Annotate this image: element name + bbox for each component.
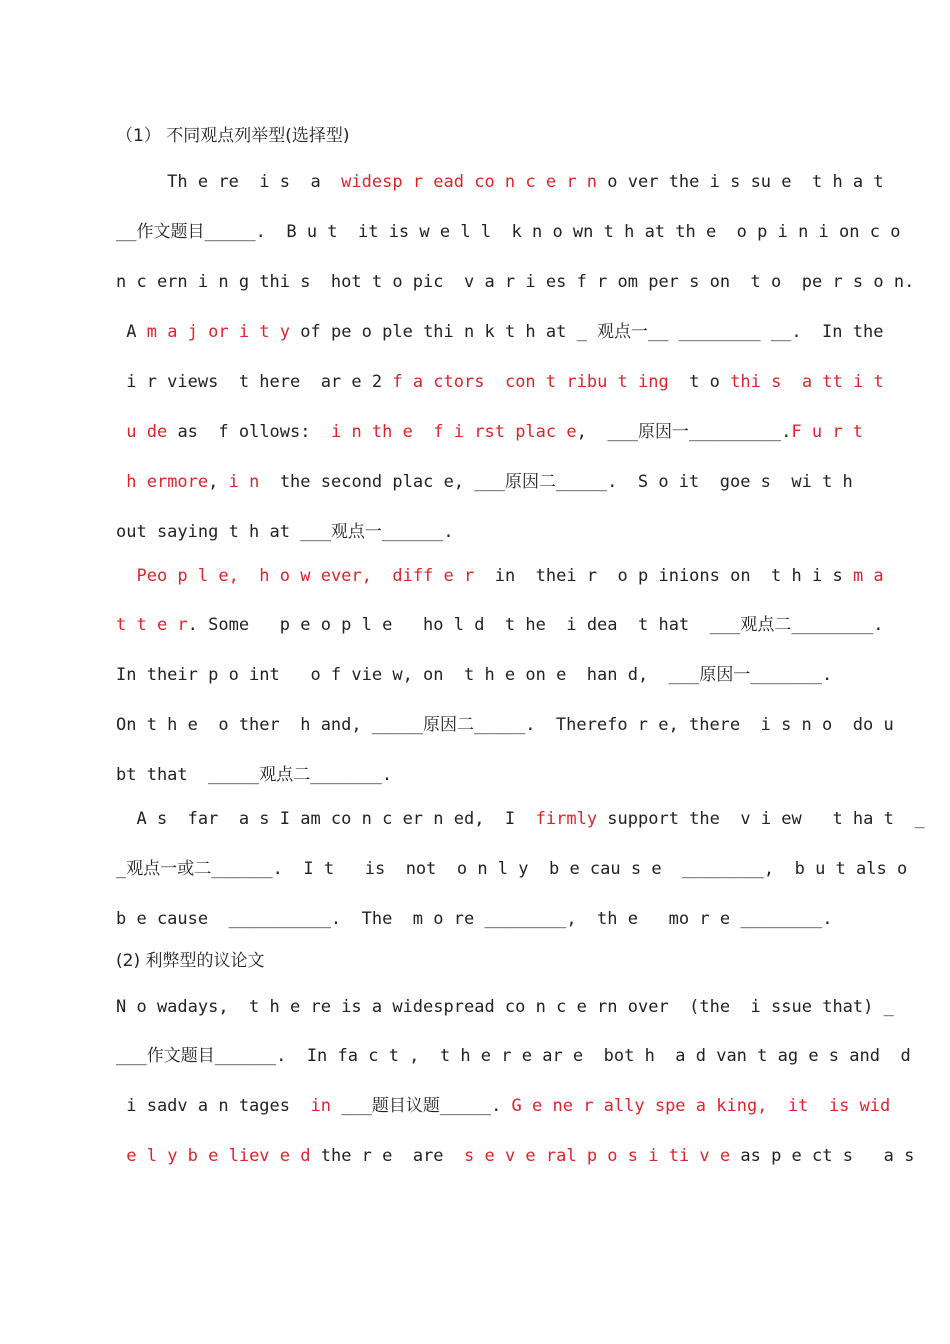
text-run: the second plac e, ___原因二_____. S o it goe s wi t h <box>259 472 853 492</box>
s1-line-9 <box>116 564 884 588</box>
s1-line-8 <box>116 520 454 544</box>
highlight-phrase: con t ribu t ing <box>504 372 669 392</box>
text-run: ___作文题目______. In fa c t , t h e r e ar e bot h a d van t ag e s and d <box>116 1046 911 1066</box>
text-run: i r views t here ar e 2 <box>116 372 393 392</box>
text-run: bt that _____观点二_______. <box>116 765 393 785</box>
s1-line-6 <box>116 420 863 444</box>
highlight-phrase: h ermore <box>126 472 209 492</box>
text-run: i sadv a n tages <box>116 1096 311 1116</box>
s1-line-15 <box>116 857 907 881</box>
highlight-phrase: G e ne r ally spe a king, it is wid <box>511 1096 891 1116</box>
highlight-phrase: firmly <box>535 809 598 829</box>
text-run: _观点一或二______. I t is not o n l y b e cau s e ________, b u t als o <box>116 859 908 879</box>
text-run <box>116 422 126 442</box>
text-run: A s far a s I am co n c er n ed, I <box>116 809 536 829</box>
text-run: support the v i ew t ha t _ <box>597 809 925 829</box>
text-run: in thei r o p inions on t h i s <box>474 566 853 586</box>
highlight-phrase: i n <box>228 472 260 492</box>
highlight-phrase: t t e r <box>116 615 188 635</box>
text-run: b e cause __________. The m o re ________, th e mo r e ________. <box>116 909 833 929</box>
section1-heading: （1） 不同观点列举型(选择型) <box>116 126 350 146</box>
highlight-phrase: m a j or i t y <box>146 322 291 342</box>
s1-line-4 <box>116 320 883 344</box>
text-run <box>781 372 801 392</box>
highlight-phrase: f a ctors <box>392 372 485 392</box>
text-run: __作文题目_____. B u t it is w e l l k n o wn t h at th e o p i n i on c o <box>116 222 901 242</box>
s1-line-12 <box>116 713 894 737</box>
highlight-phrase: widesp r ead co n c e r n <box>341 172 598 192</box>
highlight-phrase: a tt i t <box>801 372 884 392</box>
s2-line-3 <box>116 1094 890 1118</box>
section2-heading: (2) 利弊型的议论文 <box>116 951 265 971</box>
text-run: N o wadays, t h e re is a widespread co n c e rn over (the i ssue that) _ <box>116 997 894 1017</box>
s1-line-3 <box>116 270 914 294</box>
highlight-phrase: in <box>310 1096 331 1116</box>
text-run: , ___原因一_________. <box>576 422 792 442</box>
text-run: ___题目议题_____. <box>330 1096 512 1116</box>
text-run: , <box>208 472 229 492</box>
s1-line-10 <box>116 613 883 637</box>
text-run: In their p o int o f vie w, on t h e on e han d, ___原因一_______. <box>116 665 833 685</box>
text-run <box>116 566 136 586</box>
text-run: o ver the i s su e t h a t <box>597 172 884 192</box>
s1-line-16 <box>116 907 832 931</box>
text-run: On t h e o ther h and, _____原因二_____. Therefo r e, there i s n o do u <box>116 715 894 735</box>
text-run <box>116 1146 126 1166</box>
s1-line-13 <box>116 763 392 787</box>
text-run: Th e re i s a <box>116 172 342 192</box>
highlight-phrase: F u r t <box>791 422 864 442</box>
text-run: as p e ct s a s <box>730 1146 915 1166</box>
highlight-phrase: m a <box>852 566 884 586</box>
text-run <box>116 472 126 492</box>
highlight-phrase: Peo p l e, h o w ever, diff e r <box>136 566 475 586</box>
text-run: t o <box>668 372 731 392</box>
s1-line-11 <box>116 663 832 687</box>
s2-line-4 <box>116 1144 914 1168</box>
highlight-phrase: thi s <box>730 372 782 392</box>
text-run: n c ern i n g thi s hot t o pic v a r i es f r om per s on t o pe r s o n. <box>116 272 915 292</box>
s2-line-2 <box>116 1044 911 1068</box>
text-run: the r e are <box>310 1146 465 1166</box>
text-run: as f ollows: <box>167 422 321 442</box>
text-run: A <box>116 322 147 342</box>
text-run: of pe o ple thi n k t h at _ 观点一__ ________ __. In the <box>290 322 884 342</box>
s2-line-1 <box>116 995 894 1019</box>
text-run <box>484 372 504 392</box>
highlight-phrase: s e v e ral p o s i ti v e <box>464 1146 731 1166</box>
highlight-phrase: i n th e f i rst plac e <box>320 422 577 442</box>
highlight-phrase: e l y b e liev e d <box>126 1146 311 1166</box>
s1-line-2 <box>116 220 900 244</box>
s1-line-7 <box>116 470 853 494</box>
s1-line-1 <box>116 170 884 194</box>
text-run: . Some p e o p l e ho l d t he i dea t hat ___观点二________. <box>187 615 884 635</box>
s1-line-14 <box>116 807 925 831</box>
text-run: out saying t h at ___观点一______. <box>116 522 454 542</box>
s1-line-5 <box>116 370 884 394</box>
highlight-phrase: u de <box>126 422 168 442</box>
